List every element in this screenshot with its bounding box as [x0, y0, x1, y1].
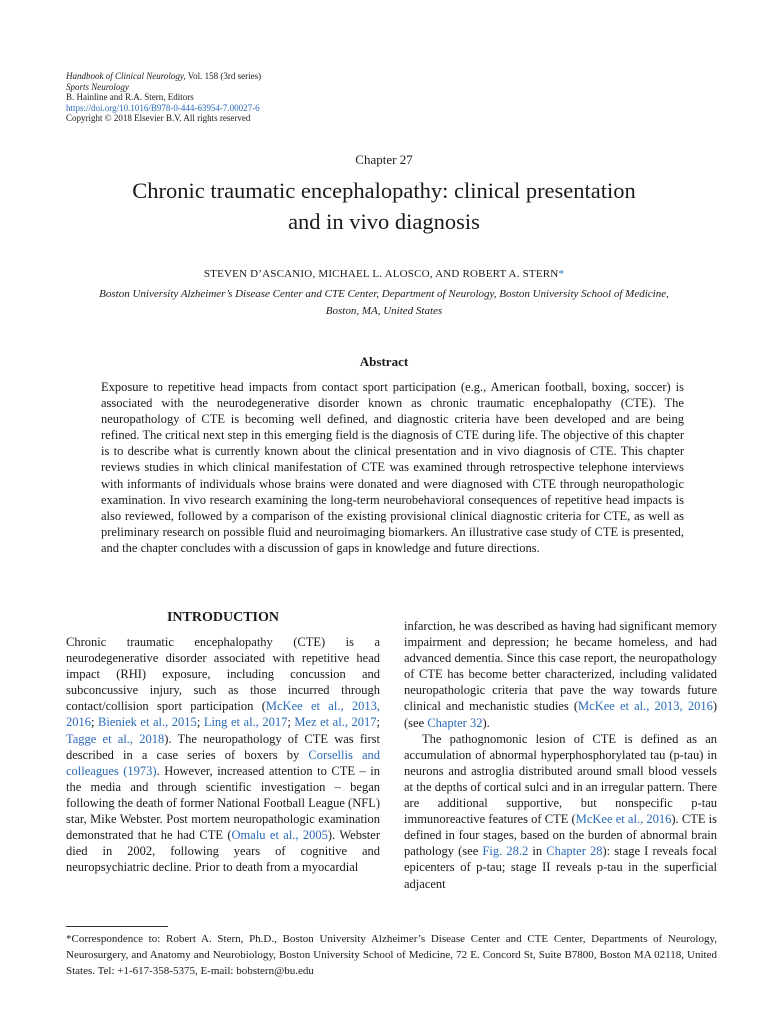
separator: ;: [376, 715, 380, 730]
correspondence-footnote: *Correspondence to: Robert A. Stern, Ph.D., Boston University Alzheimer’s Disease Center and CTE Center, Departments of Neurology, Neurosurgery, and Anatomy and Neurobiology, Boston University School of Medicine, 72 E. Concord St, Suite B7800, Boston MA 02118, United States. Tel: +1-617-358-5375, E-mail: bobstern@bu.edu: [66, 933, 717, 977]
intro-paragraph-1: [66, 634, 380, 875]
body-text: ): stage I reveals focal epicenters of p-tau; stage II reveals p-tau in the superficial adjacent: [404, 844, 717, 891]
book-title: Handbook of Clinical Neurology,: [66, 71, 186, 81]
affiliation: [40, 286, 728, 320]
body-text: ) (see: [404, 699, 718, 730]
intro-paragraph-2: [404, 731, 717, 892]
editors: B. Hainline and R.A. Stern, Editors: [66, 92, 194, 102]
citation-link[interactable]: Mez et al., 2017: [294, 715, 377, 730]
author-names: STEVEN D’ASCANIO, MICHAEL L. ALOSCO, AND ROBERT A. STERN: [203, 268, 559, 280]
intro-paragraph-1-continued: [404, 618, 717, 731]
citation-link[interactable]: Omalu et al., 2005: [231, 828, 328, 843]
body-text: ).: [482, 715, 490, 730]
introduction-heading: INTRODUCTION: [166, 610, 279, 625]
book-title-line: [66, 71, 261, 82]
citation-link[interactable]: Ling et al., 2017: [203, 715, 288, 730]
body-text: ). Webster died in 2002, following years of cognitive and neuropsychiatric decline. Prior to death from a myocardial: [66, 828, 380, 875]
separator: ;: [196, 715, 204, 730]
citation-link[interactable]: Bieniek et al., 2015: [98, 715, 197, 730]
series-name: Sports Neurology: [66, 81, 129, 92]
author-list: [0, 268, 768, 280]
body-text: in: [528, 844, 547, 859]
correspondence-mark[interactable]: *: [558, 268, 565, 280]
body-text: ). CTE is defined in four stages, based on the burden of abnormal brain pathology (see: [404, 812, 718, 859]
body-text: infarction, he was described as having had significant memory impairment and depression; he became homeless, and had advanced dementia. Since this case report, the neuropathology of CTE has become better characterized, including validated neuropathologic criteria that pave the way towards future clinical and mechanistic studies (: [404, 619, 717, 714]
affiliation-line-2: Boston, MA, United States: [325, 305, 443, 317]
chapter-label: Chapter 27: [355, 152, 413, 167]
copyright: Copyright © 2018 Elsevier B.V. All rights reserved: [66, 113, 251, 123]
book-header: [66, 71, 261, 124]
citation-link[interactable]: Tagge et al., 2018: [66, 731, 165, 746]
title-line-2: and in vivo diagnosis: [288, 209, 480, 234]
citation-link[interactable]: Corsellis and colleagues (1973): [66, 747, 380, 778]
chapter-link[interactable]: Chapter 28: [546, 844, 603, 859]
separator: ;: [91, 715, 99, 730]
volume-info: Vol. 158 (3rd series): [185, 71, 262, 81]
citation-link[interactable]: McKee et al., 2013, 2016: [578, 699, 713, 714]
body-text: ). The neuropathology of CTE was first described in a case series of boxers by: [66, 731, 380, 762]
footnote-divider: [66, 926, 168, 927]
figure-link[interactable]: Fig. 28.2: [482, 844, 529, 859]
affiliation-line-1: Boston University Alzheimer’s Disease Center and CTE Center, Department of Neurology, Boston University School of Medicine,: [99, 288, 669, 300]
chapter-title: [0, 175, 768, 237]
body-text: Chronic traumatic encephalopathy (CTE) is a neurodegenerative disorder associated with repetitive head impact (RHI) exposure, including concussion and subconcussive injury, such as those incurred through contact/collision sport participation (: [66, 635, 380, 714]
citation-link[interactable]: McKee et al., 2013, 2016: [66, 699, 380, 730]
separator: ;: [287, 715, 295, 730]
doi-link[interactable]: https://doi.org/10.1016/B978-0-444-63954-7.00027-6: [66, 102, 260, 113]
title-line-1: Chronic traumatic encephalopathy: clinical presentation: [132, 178, 636, 203]
left-column: [66, 634, 380, 875]
abstract-text: Exposure to repetitive head impacts from contact sport participation (e.g., American football, boxing, soccer) is associated with the neurodegenerative disorder known as chronic traumatic encephalopathy (CTE). The neuropathology of CTE is becoming well defined, and diagnostic criteria have been developed and are being refined. The critical next step in this emerging field is the diagnosis of CTE during life. The objective of this chapter is to describe what is currently known about the clinical presentation and in vivo diagnosis of CTE. This chapter reviews studies in which clinical manifestation of CTE was examined through retrospective telephone interviews with informants of individuals whose brains were donated and were diagnosed with CTE through neuropathologic examination. In vivo research examining the long-term neurobehavioral consequences of repetitive head impacts is also reviewed, followed by a comparison of the existing provisional clinical diagnostic criteria for CTE, as well as preliminary research on possible fluid and neuroimaging biomarkers. An illustrative case study of CTE is presented, and the chapter concludes with a discussion of gaps in knowledge and future directions.: [101, 380, 684, 555]
right-column: [404, 618, 717, 892]
chapter-link[interactable]: Chapter 32: [427, 715, 483, 730]
body-text: . However, increased attention to CTE – in the media and through scientific investigation – began following the death of former National Football League (NFL) star, Mike Webster. Post mortem neuropathologic examination demonstrated that he had CTE (: [66, 763, 380, 843]
abstract-heading: Abstract: [359, 354, 409, 369]
citation-link[interactable]: McKee et al., 2016: [575, 812, 672, 827]
body-text: The pathognomonic lesion of CTE is defined as an accumulation of abnormal hyperphosphorylated tau (p-tau) in neurons and astroglia distributed around small blood vessels at the depths of cortical sulci and in an irregular pattern. There are additional supportive, but nonspecific p-tau immunoreactive features of CTE (: [404, 731, 717, 827]
